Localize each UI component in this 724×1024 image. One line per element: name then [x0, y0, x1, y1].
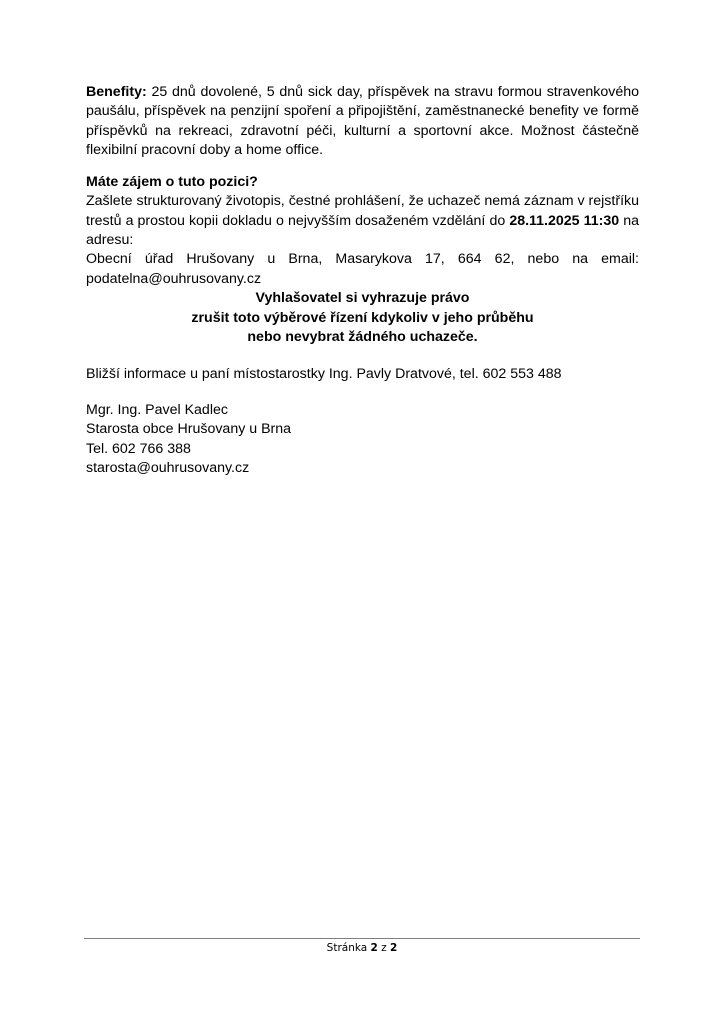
page-footer [0, 941, 724, 955]
notice-line-1: Vyhlašovatel si vyhrazuje právo [255, 289, 470, 306]
signature-name: Mgr. Ing. Pavel Kadlec [86, 402, 228, 419]
signature-title: Starosta obce Hrušovany u Brna [86, 421, 292, 438]
submission-email: podatelna@ouhrusovany.cz [86, 270, 262, 287]
notice-line-3: nebo nevybrat žádného uchazeče. [247, 329, 478, 346]
footer-separator: z [377, 942, 391, 954]
footer-page-number: 2 [370, 942, 378, 954]
signature-email: starosta@ouhrusovany.cz [86, 459, 250, 476]
info-line: Bližší informace u paní místostarostky Ing. Pavly Dratvové, tel. 602 553 488 [86, 365, 562, 382]
notice-line-2: zrušit toto výběrové řízení kdykoliv v jeho průběhu [191, 309, 534, 326]
interest-paragraph [86, 192, 639, 250]
address-text: Obecní úřad Hrušovany u Brna, Masarykova 17, 664 62, nebo na email: [86, 251, 639, 268]
benefits-label: Benefity: [86, 84, 147, 100]
footer-label: Stránka [326, 942, 371, 954]
signature-block [86, 401, 639, 478]
address-paragraph [86, 250, 639, 289]
interest-text-before: Zašlete strukturovaný životopis, čestné prohlášení, že uchazeč nemá záznam v rejstříku trestů a prostou kopii dokladu o nejvyšším dosaženém vzdělání do [86, 193, 639, 229]
benefits-text: 25 dnů dovolené, 5 dnů sick day, příspěvek na stravu formou stravenkového paušálu, příspěvek na penzijní spoření a připojištění, zaměstnanecké benefity ve formě příspěvků na rekreaci, zdravotní péči, kulturní a sportovní akce. Možnost částečně flexibilní pracovní doby a home office. [86, 84, 639, 158]
interest-heading: Máte zájem o tuto pozici? [86, 174, 258, 191]
benefits-paragraph [86, 83, 639, 160]
footer-divider [84, 938, 640, 939]
footer-page-total: 2 [390, 942, 398, 954]
deadline: 28.11.2025 11:30 [509, 212, 620, 229]
interest-text-after: na adresu: [86, 212, 639, 249]
notice-block [86, 289, 639, 348]
document-body [86, 83, 639, 478]
signature-phone: Tel. 602 766 388 [86, 440, 191, 457]
